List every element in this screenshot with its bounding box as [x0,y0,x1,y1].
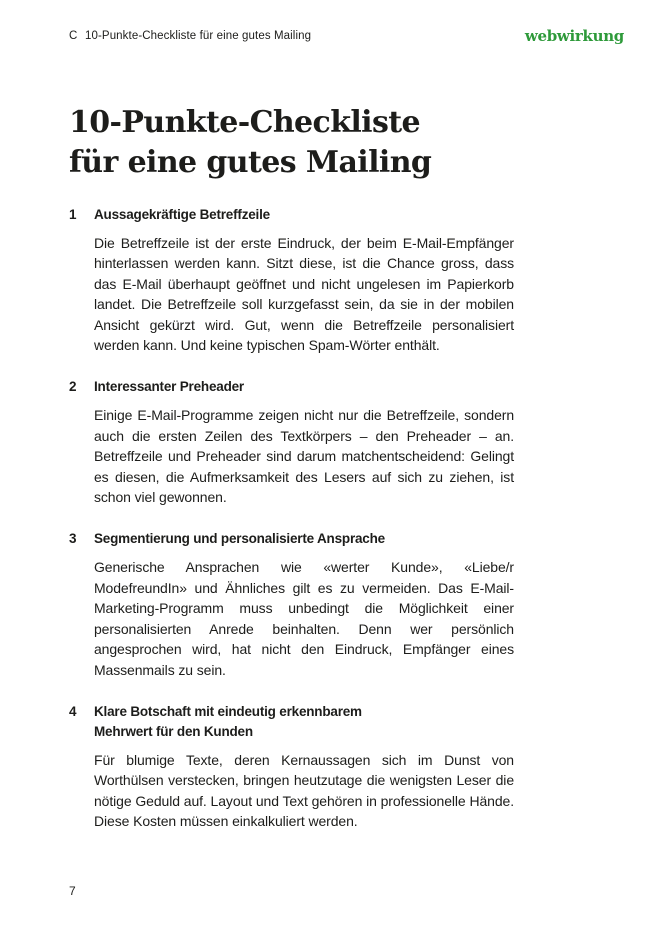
page-title [69,103,589,183]
page-header [69,27,624,50]
checklist [69,205,514,854]
item-heading: Aussagekräftige Betreffzeile [94,207,270,222]
item-number: 1 [69,207,77,222]
item-body: Einige E-Mail-Programme zeigen nicht nur die Betreffzeile, sondern auch die ersten Zeilen des Textkörpers – den Preheader – an. Betreffzeile und Preheader sind darum matchentscheidend: Gelingt es diesen, die Aufmerksamkeit des Lesers auf sich zu ziehen, ist schon viel gewonnen. [94,407,514,506]
item-heading: Segmentierung und personalisierte Ansprache [94,531,385,547]
item-number: 4 [69,703,77,719]
item-heading-line-2: Mehrwert für den Kunden [94,723,253,739]
item-heading: Interessanter Preheader [94,379,244,395]
running-title: 10-Punkte-Checkliste für eine gutes Mailing [85,30,312,42]
item-number: 3 [69,531,77,547]
checklist-item-1 [69,205,514,355]
checklist-item-2 [69,377,514,507]
webwirkung-logo: webwirkung [524,27,624,45]
page-number: 7 [69,884,76,898]
item-number: 2 [69,379,77,395]
item-heading [94,702,514,742]
item-body: Generische Ansprachen wie «werter Kunde», «Liebe/r ModefreundIn» und Ähnliches gilt es zu vermeiden. Das E-Mail-Marketing-Programm muss unbedingt die Möglichkeit einer personalisierten Anrede beinhalten. Denn wer persönlich angesprochen wird, hat nicht den Eindruck, Empfänger eines Massenmails zu sein. [94,559,514,678]
page-title-line-2: für eine gutes Mailing [69,145,432,180]
running-head [69,30,311,42]
item-heading-line-1: Klare Botschaft mit eindeutig erkennbarem [94,703,362,719]
checklist-item-4 [69,702,514,832]
item-body: Für blumige Texte, deren Kernaussagen sich im Dunst von Worthülsen verstecken, bringen heutzutage die wenigsten Leser die nötige Geduld auf. Layout und Text gehören in professionelle Hände. Diese Kosten müssen einkalkuliert werden. [94,751,514,830]
item-body: Die Betreffzeile ist der erste Eindruck, der beim E-Mail-Empfänger hinterlassen werden kann. Sitzt diese, ist die Chance gross, dass das E-Mail überhaupt geöffnet und nicht ungelesen im Papierkorb landet. Die Betreffzeile soll kurzgefasst sein, da sie in der mobilen Ansicht gekürzt wird. Gut, wenn die Betreffzeile personalisiert werden kann. Und keine typischen Spam-Wörter enthält. [94,235,514,354]
page-title-line-1: 10-Punkte-Checkliste [69,105,421,140]
checklist-item-3 [69,529,514,679]
chapter-letter: C [69,30,78,42]
